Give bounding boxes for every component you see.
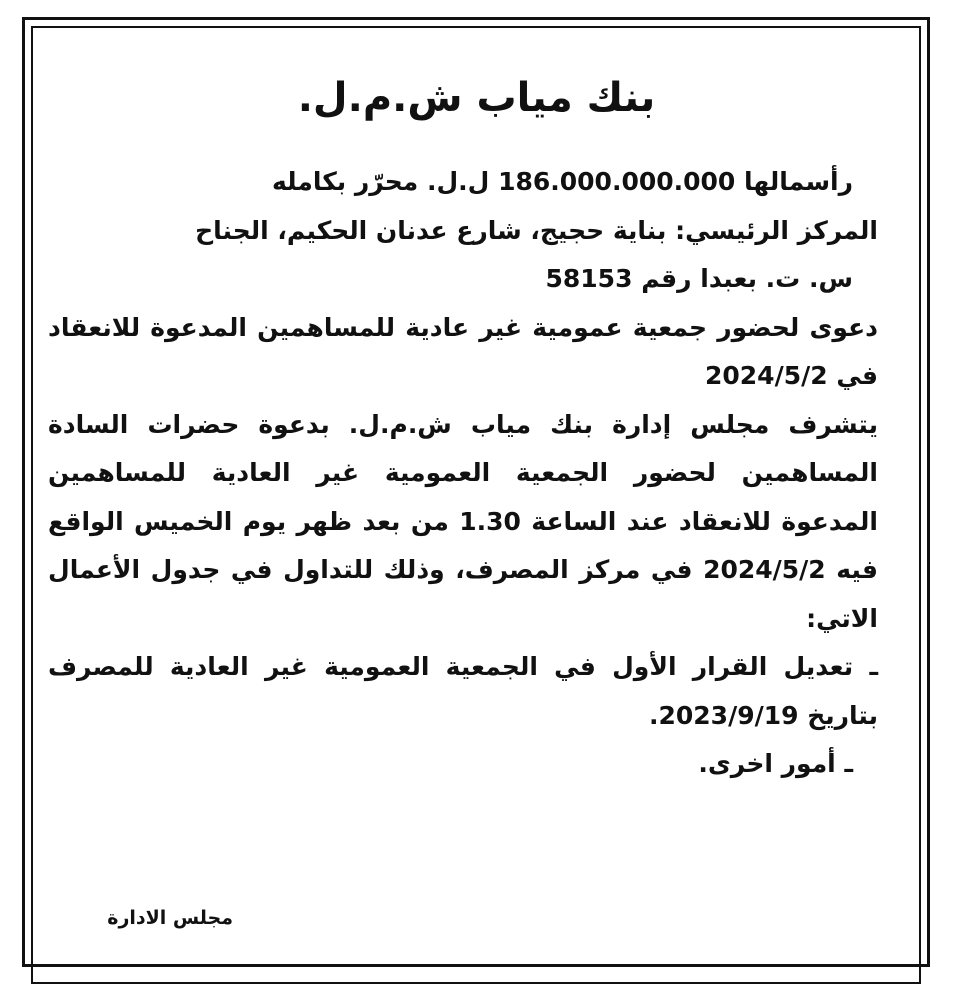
headquarters-address: المركز الرئيسي: بناية حجيج، شارع عدنان الحكيم، الجناح xyxy=(195,215,878,245)
invitation-text: يتشرف مجلس إدارة بنك مياب ش.م.ل. بدعوة حضرات السادة المساهمين لحضور الجمعية العمومية غير العادية للمساهمين المدعوة للانعقاد عند الساعة 1.30 من بعد ظهر يوم الخميس الواقع فيه 2024/5/2 في مركز المصرف، وذلك للتداول في جدول الأعمال الاتي: xyxy=(48,409,878,633)
capital-line: رأسمالها 186.000.000.000 ل.ل. محرّر بكامله xyxy=(271,167,853,196)
bank-title: بنك مياب ش.م.ل. xyxy=(297,75,656,121)
commercial-registry: س. ت. بعبدا رقم 58153 xyxy=(545,264,853,293)
board-signature: مجلس الادارة xyxy=(107,907,233,929)
notice-body xyxy=(48,158,878,789)
agenda-item: ـ تعديل القرار الأول في الجمعية العمومية غير العادية للمصرف بتاريخ 2023/9/19. xyxy=(48,652,878,730)
agenda-item: ـ أمور اخرى. xyxy=(698,749,853,778)
meeting-subject: دعوى لحضور جمعية عمومية غير عادية للمساهمين المدعوة للانعقاد في 2024/5/2 xyxy=(48,312,878,390)
